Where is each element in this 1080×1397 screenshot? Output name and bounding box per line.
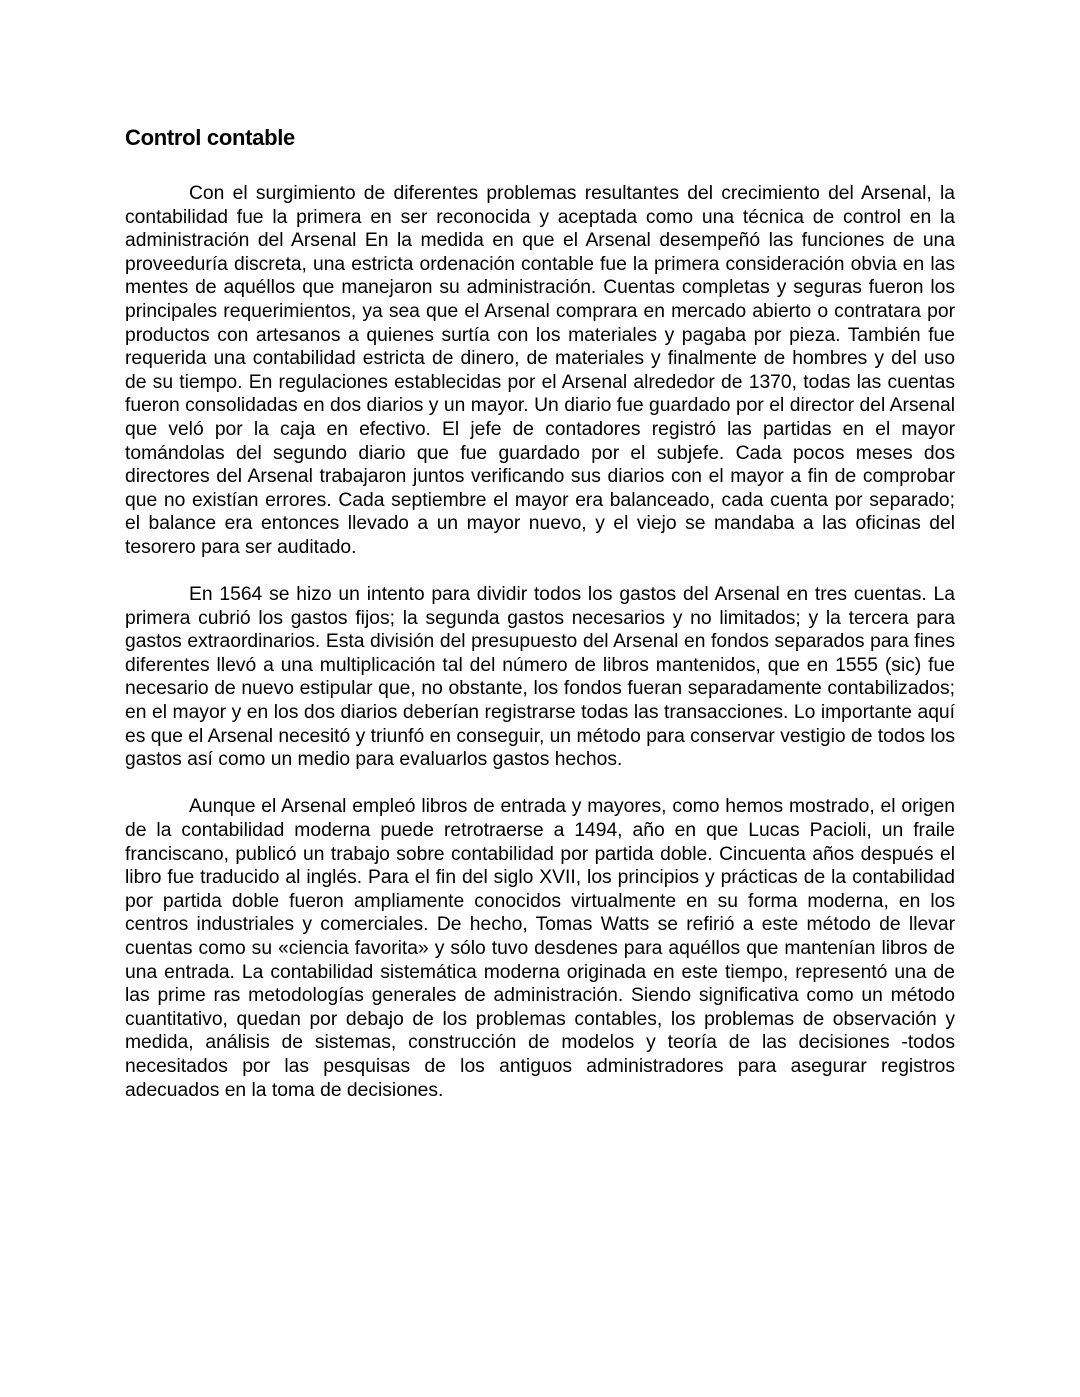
document-page [125,124,955,1126]
section-heading: Control contable [125,125,295,150]
paragraph-1: Con el surgimiento de diferentes problemas resultantes del crecimiento del Arsenal, la contabilidad fue la primera en ser reconocida y aceptada como una técnica de control en la administración del Arsenal En la medida en que el Arsenal desempeñó las funciones de una proveeduría discreta, una estricta ordenación contable fue la primera consideración obvia en las mentes de aquéllos que manejaron su administración. Cuentas completas y seguras fueron los principales requerimientos, ya sea que el Arsenal comprara en mercado abierto o contratara por productos con artesanos a quienes surtía con los materiales y pagaba por pieza. También fue requerida una contabilidad estricta de dinero, de materiales y finalmente de hombres y del uso de su tiempo. En regulaciones establecidas por el Arsenal alrededor de 1370, todas las cuentas fueron consolidadas en dos diarios y un mayor. Un diario fue guardado por el director del Arsenal que veló por la caja en efectivo. El jefe de contadores registró las partidas en el mayor tomándolas del segundo diario que fue guardado por el subjefe. Cada pocos meses dos directores del Arsenal trabajaron juntos verificando sus diarios con el mayor a fin de comprobar que no existían errores. Cada septiembre el mayor era balanceado, cada cuenta por separado; el balance era entonces llevado a un mayor nuevo, y el viejo se mandaba a las oficinas del tesorero para ser auditado. [125,183,955,558]
paragraph-2: En 1564 se hizo un intento para dividir todos los gastos del Arsenal en tres cuentas. La primera cubrió los gastos fijos; la segunda gastos necesarios y no limitados; y la tercera para gastos extraordinarios. Esta división del presupuesto del Arsenal en fondos separados para fines diferentes llevó a una multiplicación tal del número de libros mantenidos, que en 1555 (sic) fue necesario de nuevo estipular que, no obstante, los fondos fueran separadamente contabilizados; en el mayor y en los dos diarios deberían registrarse todas las transacciones. Lo importante aquí es que el Arsenal necesitó y triunfó en conseguir, un método para conservar vestigio de todos los gastos así como un medio para evaluarlos gastos hechos. [125,584,955,771]
paragraph-3: Aunque el Arsenal empleó libros de entrada y mayores, como hemos mostrado, el origen de la contabilidad moderna puede retrotraerse a 1494, año en que Lucas Pacioli, un fraile franciscano, publicó un trabajo sobre contabilidad por partida doble. Cincuenta años después el libro fue traducido al inglés. Para el fin del siglo XVII, los principios y prácticas de la contabilidad por partida doble fueron ampliamente conocidos virtualmente en su forma moderna, en los centros industriales y comerciales. De hecho, Tomas Watts se refirió a este método de llevar cuentas como su «ciencia favorita» y sólo tuvo desdenes para aquéllos que mantenían libros de una entrada. La contabilidad sistemática moderna originada en este tiempo, representó una de las prime ras metodologías generales de administración. Siendo significativa como un método cuantitativo, quedan por debajo de los problemas contables, los problemas de observación y medida, análisis de sistemas, construcción de modelos y teoría de las decisiones -todos necesitados por las pesquisas de los antiguos administradores para asegurar registros adecuados en la toma de decisiones. [125,796,955,1101]
